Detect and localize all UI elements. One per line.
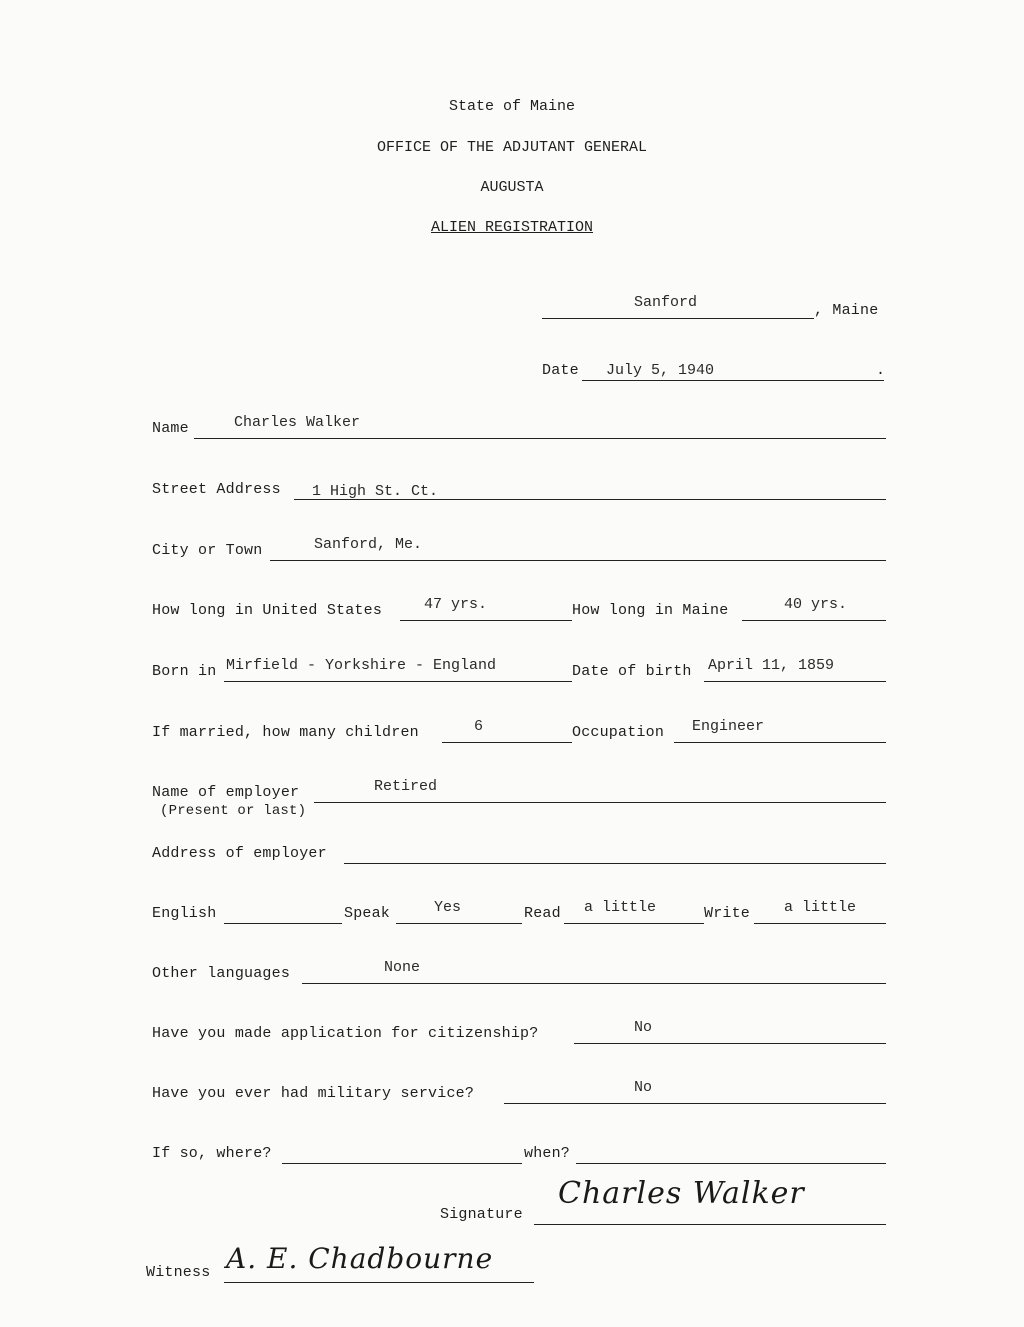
city-value: Sanford, Me. [314,536,423,553]
employer-address-line [344,863,886,864]
street-value: 1 High St. Ct. [312,483,439,500]
children-line [442,742,572,743]
speak-value: Yes [434,899,462,916]
occupation-line [674,742,886,743]
place-field [542,294,892,324]
us-time-value: 47 yrs. [424,596,488,613]
signature-handwriting: Charles Walker [558,1176,805,1211]
employer-label: Name of employer [152,784,300,801]
date-line [582,380,884,381]
date-field [542,362,892,386]
signature-label: Signature [440,1206,523,1223]
languages-label: Other languages [152,965,291,982]
english-label: English [152,905,217,922]
name-label: Name [152,420,189,437]
birth-date-line [704,681,886,682]
name-line [194,438,886,439]
employer-address-field [152,845,888,869]
employer-sublabel: (Present or last) [160,803,307,819]
maine-time-value: 40 yrs. [784,596,848,613]
maine-time-line [742,620,886,621]
military-label: Have you ever had military service? [152,1085,475,1102]
us-time-line [400,620,572,621]
us-time-label: How long in United States [152,602,383,619]
street-field [152,481,888,505]
english-line [224,923,342,924]
born-value: Mirfield - Yorkshire - England [226,657,497,674]
city-heading: AUGUSTA [480,179,544,196]
read-line [564,923,704,924]
where-line [282,1163,522,1164]
city-field [152,536,888,566]
name-value: Charles Walker [234,414,361,431]
witness-handwriting: A. E. Chadbourne [226,1242,494,1275]
employer-value: Retired [374,778,438,795]
speak-label: Speak [344,905,391,922]
residence-field [152,596,888,626]
maine-time-label: How long in Maine [572,602,729,619]
military-line [504,1103,886,1104]
date-label: Date [542,362,579,379]
state-heading: State of Maine [448,98,576,115]
place-suffix: , Maine [814,302,879,319]
witness-label: Witness [146,1264,211,1281]
children-value: 6 [474,718,484,735]
birth-field [152,657,888,687]
born-line [224,681,572,682]
military-field [152,1079,888,1109]
city-line [270,560,886,561]
date-end: . [876,362,886,379]
form-title: ALIEN REGISTRATION [430,219,594,236]
write-line [754,923,886,924]
citizenship-field [152,1019,888,1049]
languages-value: None [384,959,421,976]
place-town-value: Sanford [634,294,698,311]
write-value: a little [784,899,857,916]
when-line [576,1163,886,1164]
occupation-label: Occupation [572,724,665,741]
occupation-value: Engineer [692,718,765,735]
read-label: Read [524,905,561,922]
read-value: a little [584,899,657,916]
english-field [152,899,888,929]
where-label: If so, where? [152,1145,272,1162]
service-location-field [152,1145,888,1169]
signature-line [534,1224,886,1225]
place-line [542,318,814,319]
birth-date-label: Date of birth [572,663,692,680]
languages-field [152,959,888,989]
languages-line [302,983,886,984]
citizenship-label: Have you made application for citizenship? [152,1025,539,1042]
employer-field [152,778,888,824]
employer-line [314,802,886,803]
witness-line [224,1282,534,1283]
when-label: when? [524,1145,571,1162]
citizenship-value: No [634,1019,653,1036]
witness-field [146,1242,536,1288]
employer-address-label: Address of employer [152,845,327,862]
office-heading: OFFICE OF THE ADJUTANT GENERAL [376,139,648,156]
birth-date-value: April 11, 1859 [708,657,835,674]
family-field [152,718,888,748]
street-label: Street Address [152,481,281,498]
children-label: If married, how many children [152,724,419,741]
military-value: No [634,1079,653,1096]
citizenship-line [574,1043,886,1044]
city-label: City or Town [152,542,263,559]
name-field [152,414,888,444]
born-label: Born in [152,663,217,680]
signature-field [440,1176,888,1230]
date-value: July 5, 1940 [606,362,715,379]
speak-line [396,923,522,924]
write-label: Write [704,905,751,922]
